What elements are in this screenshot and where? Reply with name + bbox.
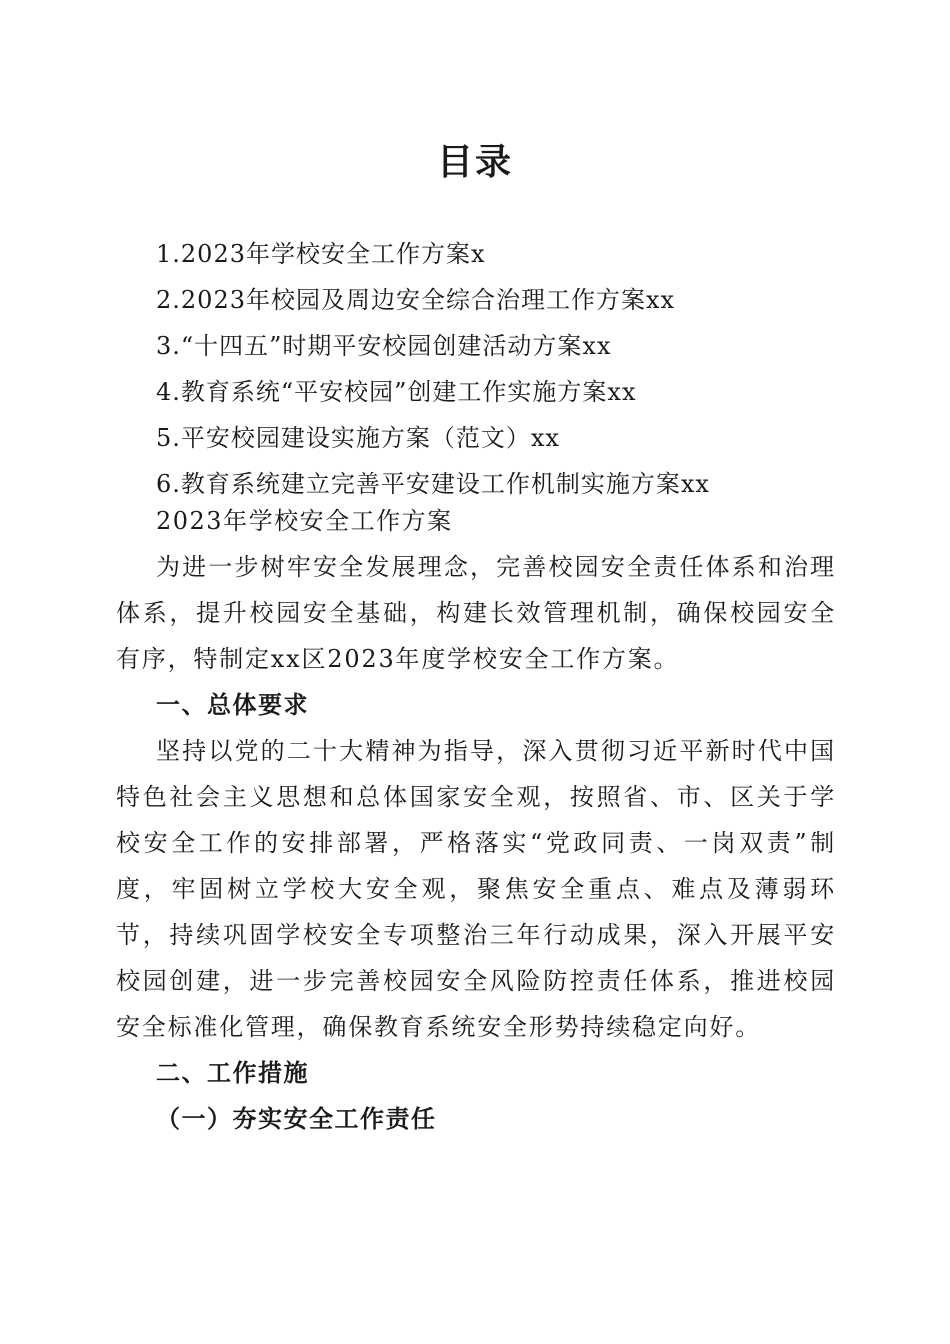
toc-item[interactable]: 5.平安校园建设实施方案（范文）xx xyxy=(156,424,560,452)
section-heading: 一、总体要求 xyxy=(156,691,309,719)
toc-item[interactable]: 6.教育系统建立完善平安建设工作机制实施方案xx xyxy=(156,470,710,498)
document-body xyxy=(116,498,836,1142)
section-heading: 二、工作措施 xyxy=(156,1059,309,1087)
toc-item[interactable]: 3.“十四五”时期平安校园创建活动方案xx xyxy=(156,332,612,360)
toc-item[interactable]: 2.2023年校园及周边安全综合治理工作方案xx xyxy=(156,286,676,314)
page-title: 目录 xyxy=(436,142,513,183)
subsection-heading: （一）夯实安全工作责任 xyxy=(156,1104,437,1133)
document-title: 2023年学校安全工作方案 xyxy=(156,507,453,535)
table-of-contents xyxy=(156,234,856,510)
intro-paragraph: 为进一步树牢安全发展理念，完善校园安全责任体系和治理体系，提升校园安全基础，构建长效管理机制，确保校园安全有序，特制定xx区2023年度学校安全工作方案。 xyxy=(116,553,836,673)
toc-item[interactable]: 1.2023年学校安全工作方案x xyxy=(156,240,486,268)
section-paragraph: 坚持以党的二十大精神为指导，深入贯彻习近平新时代中国特色社会主义思想和总体国家安全观，按照省、市、区关于学校安全工作的安排部署，严格落实“党政同责、一岗双责”制度，牢固树立学校大安全观，聚焦安全重点、难点及薄弱环节，持续巩固学校安全专项整治三年行动成果，深入开展平安校园创建，进一步完善校园安全风险防控责任体系，推进校园安全标准化管理，确保教育系统安全形势持续稳定向好。 xyxy=(116,737,836,1041)
toc-item[interactable]: 4.教育系统“平安校园”创建工作实施方案xx xyxy=(156,378,637,406)
